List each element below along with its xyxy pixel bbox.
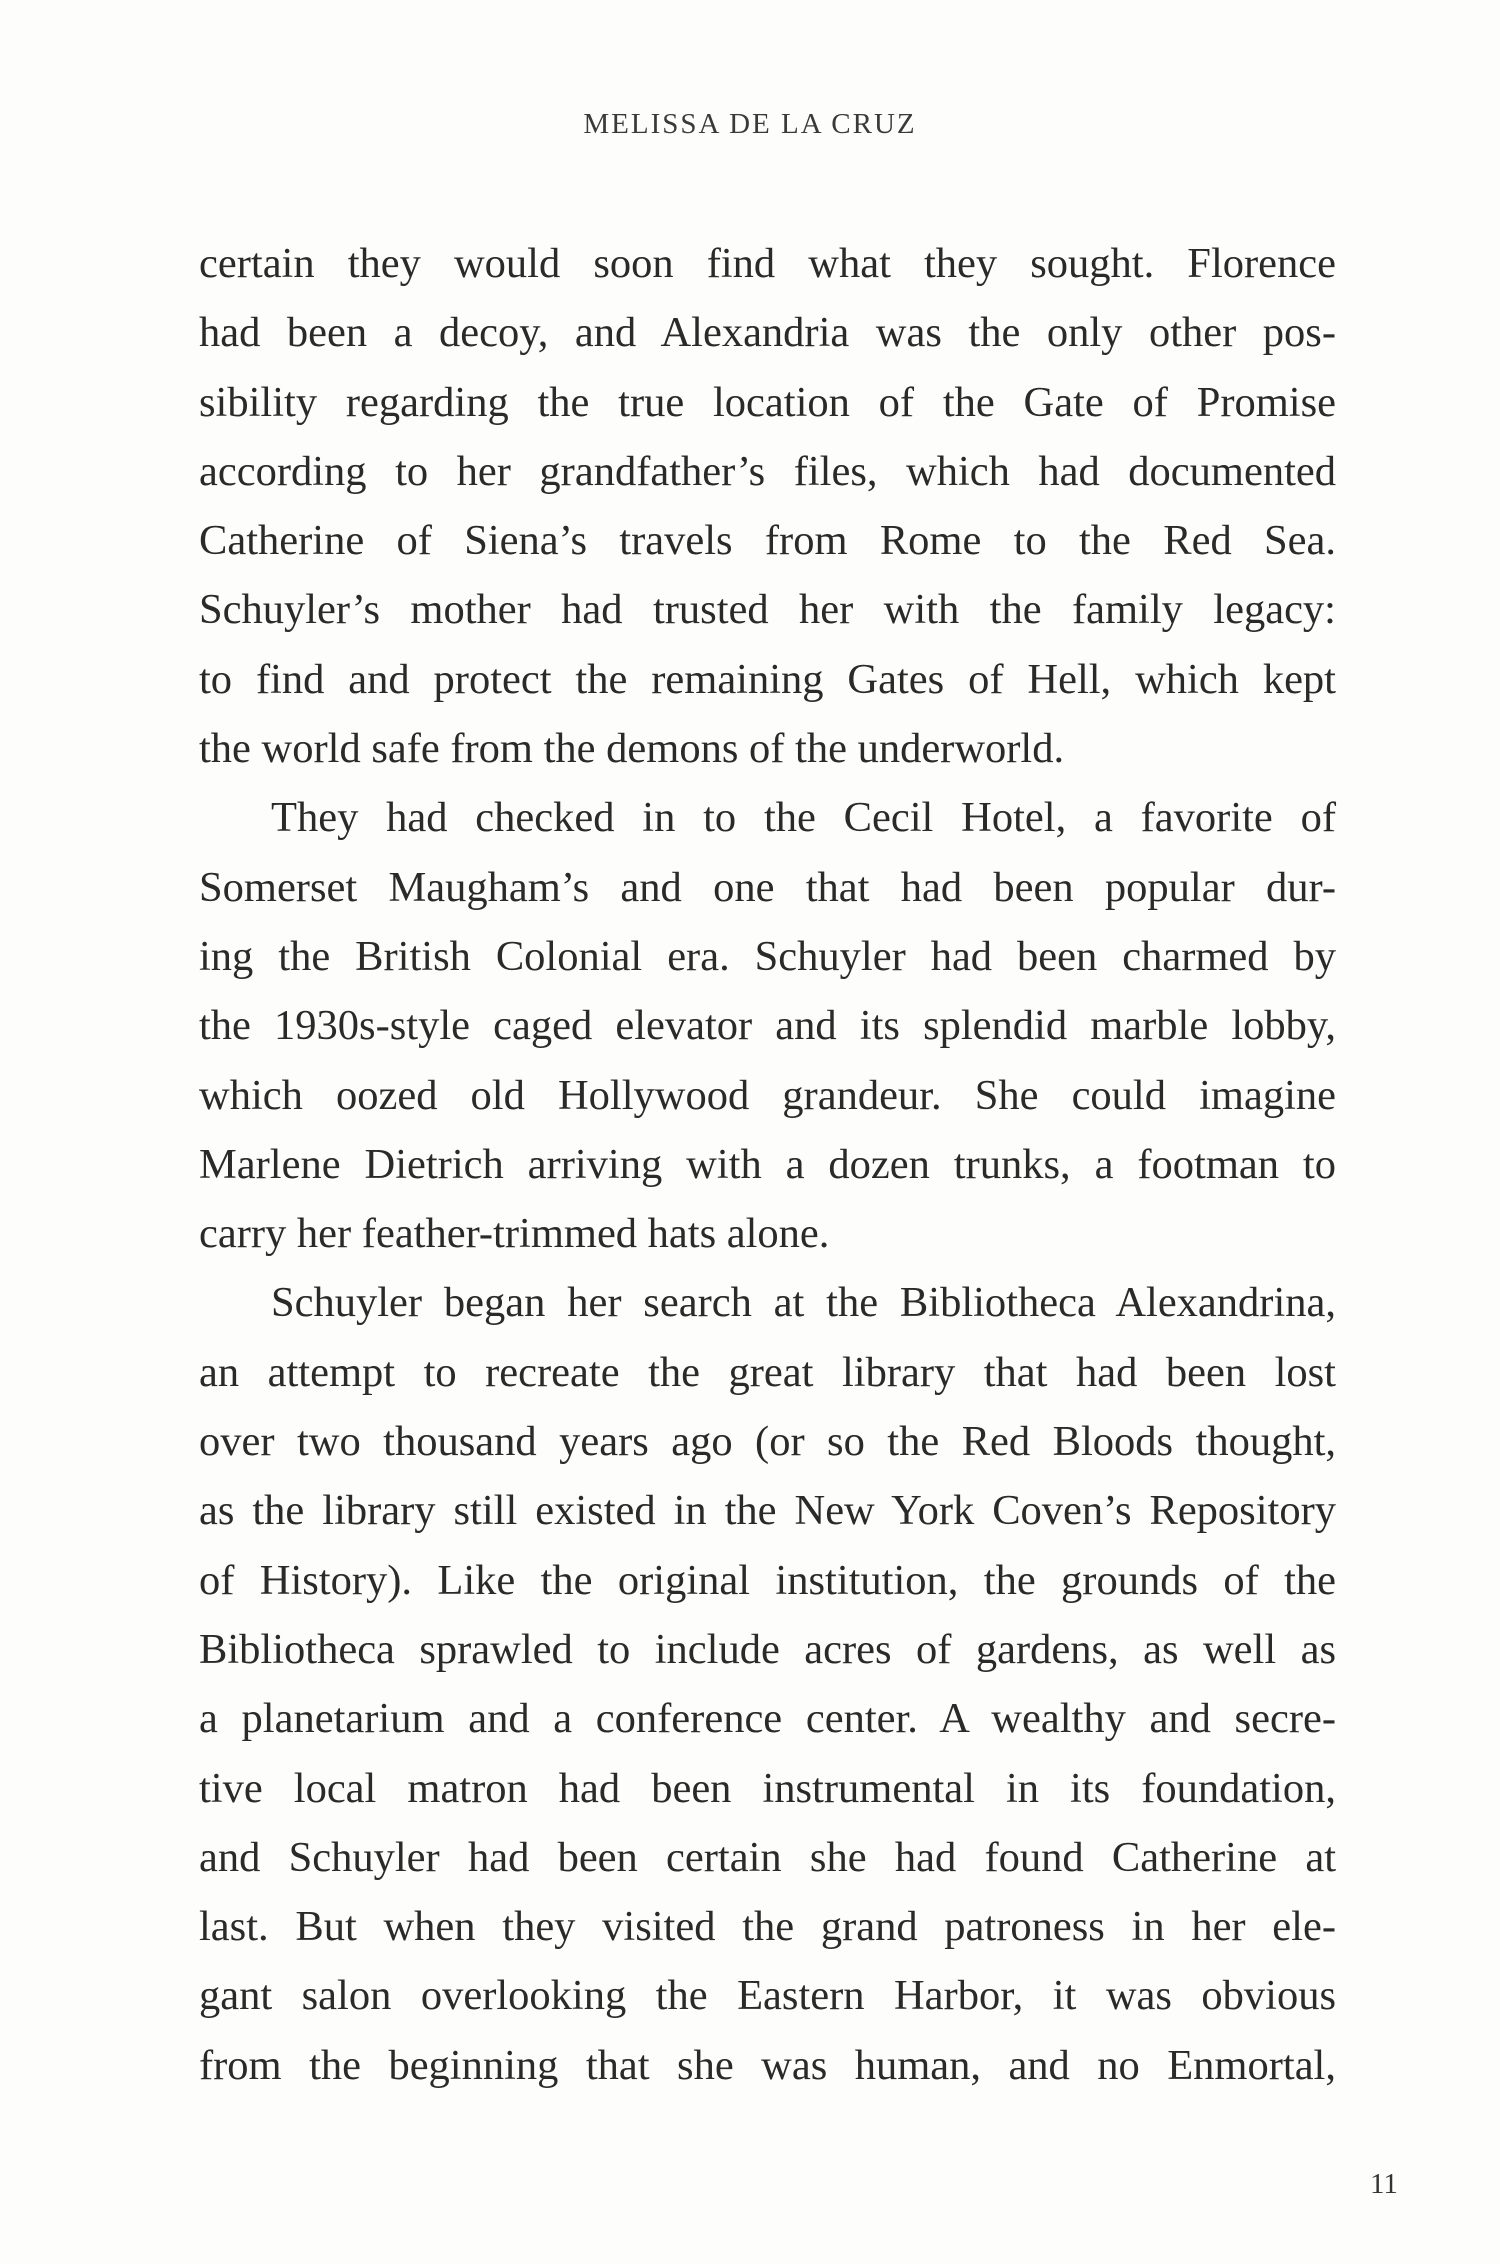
text-line: an attempt to recreate the great library that had been lost — [199, 1348, 1336, 1396]
text-line: had been a decoy, and Alexandria was the only other pos- — [199, 309, 1336, 357]
text-line: sibility regarding the true location of the Gate of Promise — [199, 378, 1336, 426]
page-number: 11 — [1370, 2168, 1398, 2200]
text-line: and Schuyler had been certain she had found Catherine at — [199, 1833, 1336, 1881]
text-line: Somerset Maugham’s and one that had been popular dur- — [199, 863, 1336, 911]
text-line: from the beginning that she was human, and no Enmortal, — [199, 2041, 1336, 2089]
text-line: according to her grandfather’s files, which had documented — [199, 447, 1336, 495]
paragraph — [199, 1275, 1336, 2107]
text-line: gant salon overlooking the Eastern Harbor, it was obvious — [199, 1972, 1336, 2020]
text-line: which oozed old Hollywood grandeur. She could imagine — [199, 1071, 1336, 1119]
text-line: certain they would soon find what they sought. Florence — [199, 240, 1336, 287]
text-line: the 1930s-style caged elevator and its splendid marble lobby, — [199, 1002, 1336, 1050]
text-line: over two thousand years ago (or so the Red Bloods thought, — [199, 1418, 1336, 1466]
text-line: Schuyler began her search at the Bibliotheca Alexandrina, — [271, 1279, 1336, 1327]
text-line: Catherine of Siena’s travels from Rome to the Red Sea. — [199, 517, 1336, 565]
text-line: carry her feather-trimmed hats alone. — [199, 1210, 830, 1258]
text-line: as the library still existed in the New York Coven’s Repository — [199, 1487, 1336, 1535]
text-line: tive local matron had been instrumental in its foundation, — [199, 1764, 1336, 1812]
text-line: last. But when they visited the grand patroness in her ele- — [199, 1903, 1336, 1951]
text-line: They had checked in to the Cecil Hotel, a favorite of — [271, 794, 1336, 842]
paragraph — [199, 236, 1336, 790]
text-line: ing the British Colonial era. Schuyler had been charmed by — [199, 932, 1336, 980]
text-line: to find and protect the remaining Gates of Hell, which kept — [199, 655, 1336, 703]
running-head: MELISSA DE LA CRUZ — [583, 108, 917, 140]
text-line: Marlene Dietrich arriving with a dozen trunks, a footman to — [199, 1140, 1336, 1188]
text-line: the world safe from the demons of the underworld. — [199, 725, 1065, 773]
text-line: Bibliotheca sprawled to include acres of gardens, as well as — [199, 1625, 1336, 1673]
body-text — [199, 236, 1336, 2107]
text-line: Schuyler’s mother had trusted her with the family legacy: — [199, 586, 1336, 634]
paragraph — [199, 790, 1336, 1275]
text-line: a planetarium and a conference center. A wealthy and secre- — [199, 1695, 1336, 1743]
text-line: of History). Like the original institution, the grounds of the — [199, 1556, 1336, 1604]
